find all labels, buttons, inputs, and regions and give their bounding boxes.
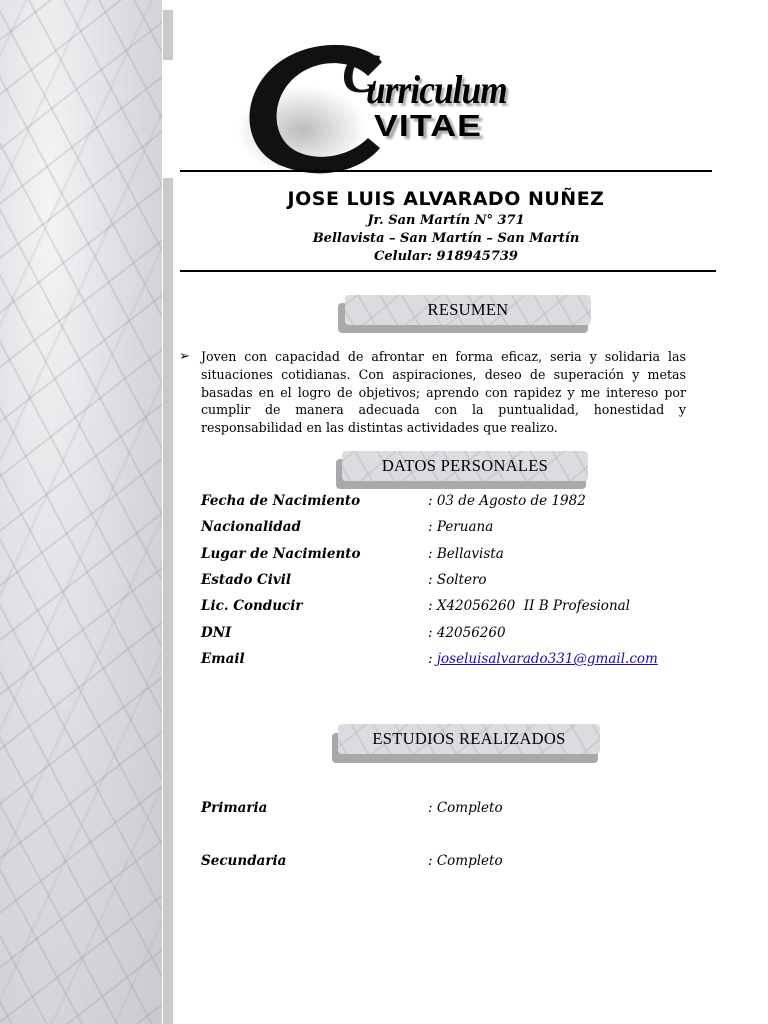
header-rule-top xyxy=(180,170,712,172)
info-row-licencia xyxy=(201,598,721,618)
info-value: : Peruana xyxy=(428,519,494,535)
info-value: : Bellavista xyxy=(428,546,504,562)
info-label: Email xyxy=(201,651,245,667)
sidebar-gray-bar-top xyxy=(163,10,173,60)
info-row-lugar xyxy=(201,546,721,566)
info-value: : Soltero xyxy=(428,572,487,588)
svg-text:C: C xyxy=(342,43,380,105)
email-link[interactable]: joseluisalvarado331@gmail.com xyxy=(436,651,658,667)
marble-sidebar xyxy=(0,0,162,1024)
address-line-2: Bellavista – San Martín – San Martín xyxy=(312,231,580,246)
logo-word-vitae: VITAE xyxy=(374,108,483,143)
phone: Celular: 918945739 xyxy=(374,249,518,264)
info-label: Fecha de Nacimiento xyxy=(201,493,361,509)
section-title-estudios: ESTUDIOS REALIZADOS xyxy=(338,724,600,754)
section-title-resumen: RESUMEN xyxy=(345,295,591,325)
info-row-email xyxy=(201,651,721,671)
info-value: : Completo xyxy=(428,800,503,816)
address-line-1: Jr. San Martín N° 371 xyxy=(367,213,525,228)
info-label: Lugar de Nacimiento xyxy=(201,546,361,562)
summary-text: Joven con capacidad de afrontar en forma eficaz, seria y solidaria las situaciones cotidianas. Con aspiraciones, deseo de superación y metas basadas en el logro de objetivos; aprendo con rapidez y me intereso por cumplir de manera adecuada con la puntualidad, honestidad y responsabilidad en las distintas actividades que realizo. xyxy=(201,349,686,436)
info-label: Primaria xyxy=(201,800,268,816)
header-rule-bottom xyxy=(180,270,716,272)
info-label: Nacionalidad xyxy=(201,519,301,535)
bullet-arrow-icon: ➢ xyxy=(179,349,190,364)
info-row-estado-civil xyxy=(201,572,721,592)
logo-word-curriculum: urriculum xyxy=(366,67,507,112)
info-row-secundaria xyxy=(201,853,721,873)
info-value xyxy=(428,651,658,667)
info-label: DNI xyxy=(201,625,232,641)
info-label: Lic. Conducir xyxy=(201,598,303,614)
info-value: : 42056260 xyxy=(428,625,506,641)
full-name: JOSE LUIS ALVARADO NUÑEZ xyxy=(287,188,605,210)
info-row-fecha xyxy=(201,493,721,513)
email-prefix: : xyxy=(428,651,437,667)
info-label: Estado Civil xyxy=(201,572,291,588)
info-row-dni xyxy=(201,625,721,645)
info-label: Secundaria xyxy=(201,853,287,869)
info-row-primaria xyxy=(201,800,721,820)
info-value: : 03 de Agosto de 1982 xyxy=(428,493,586,509)
info-value: : Completo xyxy=(428,853,503,869)
sidebar-gray-bar xyxy=(163,178,173,1024)
info-value: : X42056260 II B Profesional xyxy=(428,598,630,614)
info-row-nacionalidad xyxy=(201,519,721,539)
section-title-datos: DATOS PERSONALES xyxy=(342,451,588,481)
